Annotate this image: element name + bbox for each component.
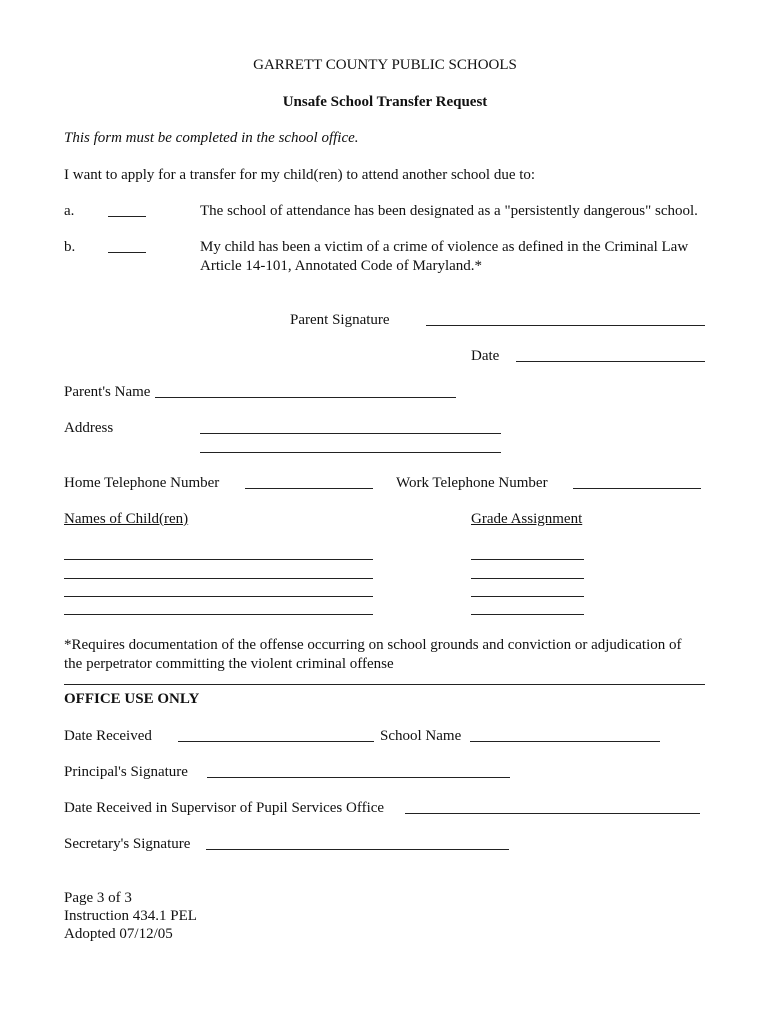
intro-text: I want to apply for a transfer for my child(ren) to attend another school due to: bbox=[64, 167, 536, 183]
child-name-field-3[interactable] bbox=[64, 596, 373, 597]
child-name-field-2[interactable] bbox=[64, 578, 373, 579]
grade-field-4[interactable] bbox=[471, 614, 584, 615]
child-name-field-4[interactable] bbox=[64, 614, 373, 615]
work-phone-label: Work Telephone Number bbox=[396, 475, 548, 491]
option-b-text-line1: My child has been a victim of a crime of violence as defined in the Criminal Law bbox=[200, 239, 689, 255]
option-a-checkbox-line[interactable] bbox=[108, 216, 146, 217]
option-b-letter: b. bbox=[64, 239, 76, 255]
date-received-label: Date Received bbox=[64, 728, 152, 744]
school-name-label: School Name bbox=[380, 728, 462, 744]
option-b-checkbox-line[interactable] bbox=[108, 252, 146, 253]
grade-field-2[interactable] bbox=[471, 578, 584, 579]
footnote-line1: *Requires documentation of the offense occurring on school grounds and conviction or adjudication of bbox=[64, 637, 682, 653]
date-label: Date bbox=[471, 348, 500, 364]
grade-field-1[interactable] bbox=[471, 559, 584, 560]
grade-field-3[interactable] bbox=[471, 596, 584, 597]
address-label: Address bbox=[64, 420, 114, 436]
footnote-line2: the perpetrator committing the violent criminal offense bbox=[64, 656, 394, 672]
address-field-line1[interactable] bbox=[200, 433, 501, 434]
option-a-text: The school of attendance has been designated as a "persistently dangerous" school. bbox=[200, 203, 698, 219]
home-phone-field[interactable] bbox=[245, 488, 373, 489]
parents-name-label: Parent's Name bbox=[64, 384, 151, 400]
school-name-field[interactable] bbox=[470, 741, 660, 742]
date-received-field[interactable] bbox=[178, 741, 374, 742]
work-phone-field[interactable] bbox=[573, 488, 701, 489]
home-phone-label: Home Telephone Number bbox=[64, 475, 220, 491]
address-field-line2[interactable] bbox=[200, 452, 501, 453]
grade-assignment-heading: Grade Assignment bbox=[471, 511, 583, 527]
option-b-text-line2: Article 14-101, Annotated Code of Maryland.* bbox=[200, 258, 483, 274]
form-title: Unsafe School Transfer Request bbox=[282, 94, 488, 110]
child-name-field-1[interactable] bbox=[64, 559, 373, 560]
supervisor-date-label: Date Received in Supervisor of Pupil Services Office bbox=[64, 800, 385, 816]
date-field[interactable] bbox=[516, 361, 705, 362]
secretary-signature-label: Secretary's Signature bbox=[64, 836, 191, 852]
org-name: GARRETT COUNTY PUBLIC SCHOOLS bbox=[253, 57, 517, 73]
form-instruction: This form must be completed in the school office. bbox=[64, 130, 359, 146]
page-number: Page 3 of 3 bbox=[64, 890, 132, 906]
secretary-signature-field[interactable] bbox=[206, 849, 509, 850]
parents-name-field[interactable] bbox=[155, 397, 456, 398]
principal-signature-label: Principal's Signature bbox=[64, 764, 188, 780]
principal-signature-field[interactable] bbox=[207, 777, 510, 778]
option-a-letter: a. bbox=[64, 203, 75, 219]
instruction-code: Instruction 434.1 PEL bbox=[64, 908, 197, 924]
office-use-heading: OFFICE USE ONLY bbox=[64, 691, 200, 707]
parent-signature-field[interactable] bbox=[426, 325, 705, 326]
adopted-date: Adopted 07/12/05 bbox=[64, 926, 173, 942]
children-names-heading: Names of Child(ren) bbox=[64, 511, 189, 527]
supervisor-date-field[interactable] bbox=[405, 813, 700, 814]
section-divider bbox=[64, 684, 705, 685]
parent-signature-label: Parent Signature bbox=[290, 312, 390, 328]
